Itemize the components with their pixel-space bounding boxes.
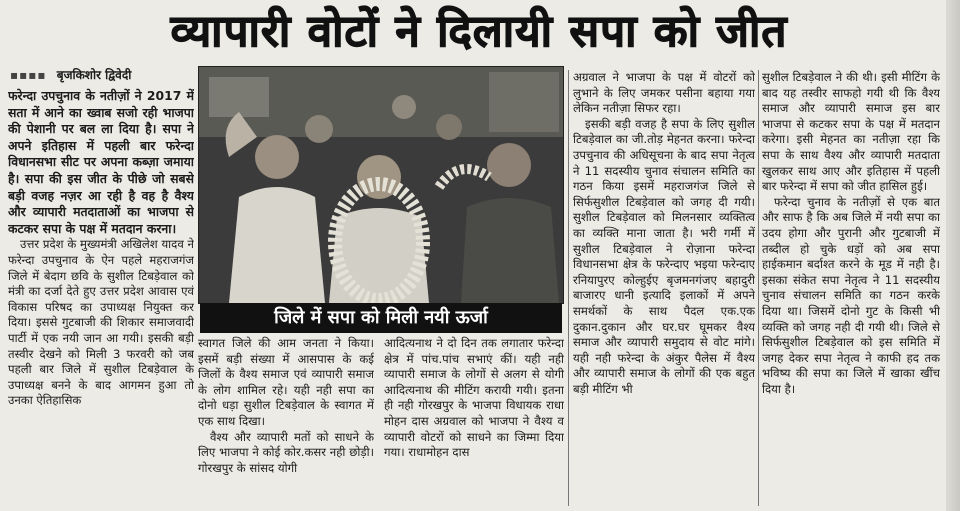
byline bbox=[10, 66, 131, 84]
byline-author: बृजकिशोर द्विवेदी bbox=[56, 68, 132, 82]
column-1 bbox=[8, 88, 194, 506]
body-paragraph: इसकी बड़ी वजह है सपा के लिए सुशील टिबड़ेवाल का जी.तोड़ मेहनत करना। फरेन्दा उपचुनाव की अधिसूचना के बाद सपा नेतृत्व ने 11 सदस्यीय चुनाव संचालन समिति का गठन किया इसमें महराजगंज जिले से सिर्फसुशील टिबड़ेवाल को जगह दी गयी। सुशील टिबड़ेवाल को मिलनसार व्यक्तित्व का व्यक्ति माना जाता है। भरी गर्मी में सुशील टिबड़ेवाल ने रोज़ाना फरेन्दा विधानसभा क्षेत्र के फरेन्दाए भइया फरेन्दाए रनियापुरए कोल्हुईए बृजमनगंजए बहादुरी बाजारए धानी इत्यादि इलाकों में अपने समर्थकों के साथ पैदल एक.एक दुकान.दुकान और घर.घर घूमकर वैश्य समाज और व्यापारी समुदाय से वोट मांगे। यही नही फरेन्दा के अंकुर पैलेस में वैश्य और व्यापारी समाज के लोगों की एक बहुत बड़ी मीटिंग भी bbox=[573, 116, 755, 396]
column-3 bbox=[384, 336, 564, 506]
headline: व्यापारी वोटों ने दिलायी सपा को जीत bbox=[170, 6, 788, 57]
column-5 bbox=[762, 70, 940, 506]
column-divider bbox=[758, 70, 759, 506]
body-paragraph: स्वागत जिले की आम जनता ने किया। इसमें बड़ी संख्या में आसपास के कई जिलों के वैश्य समाज एवं व्यापारी समाज के लोग शामिल रहे। यही नही सपा का दोनो धड़ा सुशील टिबड़ेवाल के स्वागत में एक साथ दिखा। bbox=[198, 336, 374, 428]
body-paragraph: फरेन्दा चुनाव के नतीज़ों से एक बात और साफ है कि अब जिले में नयी सपा का उदय होगा और पुरानी और गुटबाजी में तब्दील हो चुके धड़ों को अब सपा हाईकमान बर्दाश्त करने के मूड में नही है। इसका संकेत सपा नेतृत्व ने 11 सदस्यीय चुनाव संचालन समिति का गठन करके दिया था। जिसमें दोनो गुट के किसी भी व्यक्ति को जगह नही दी गयी थी। जिले से सिर्फसुशील टिबड़ेवाल को इस समिति में जगह देकर सपा नेतृत्व ने काफी हद तक भविष्य की सपा का जिले में खाका खींच दिया है। bbox=[762, 194, 940, 396]
body-paragraph: अग्रवाल ने भाजपा के पक्ष में वोटरों को लुभाने के लिए जमकर पसीना बहाया गया लेकिन नतीज़ा सिफर रहा। bbox=[573, 70, 755, 116]
body-paragraph: उत्तर प्रदेश के मुख्यमंत्री अखिलेश यादव ने फरेन्दा उपचुनाव के ऐन पहले महराजगंज जिले में बेदाग छवि के सुशील टिबड़ेवाल को मंत्री का दर्जा देते हुए उत्तर प्रदेश आवास एवं विकास परिषद का उपाध्यक्ष नियुक्त कर दिया। इससे गुटबाजी की शिकार समाजवादी पार्टी में एक नयी जान आ गयी। इसकी बड़ी तस्वीर देखने को मिली 3 फरवरी को जब पहली बार जिले में सुशील टिबड़ेवाल के उपाध्यक्ष बनने के बाद आगमन हुआ तो उनका ऐतिहासिक bbox=[8, 237, 194, 408]
paper-edge bbox=[946, 0, 960, 511]
column-2 bbox=[198, 336, 374, 506]
lead-paragraph: फरेन्दा उपचुनाव के नतीज़ों ने 2017 में सता में आने का ख्वाब सजो रही भाजपा की पेशानी पर बल ला दिया है। सपा ने अपने इतिहास में पहली बार फरेन्दा विधानसभा सीट पर अपना कब्ज़ा जमाया है। सपा की इस जीत के पीछे जो सबसे बड़ी वजह नज़र आ रही है वह है वैश्य और व्यापारी मतदाताओं का भाजपा से कटकर सपा के पक्ष में मतदान करना। bbox=[8, 88, 194, 236]
news-photo bbox=[198, 66, 564, 304]
column-divider bbox=[568, 70, 569, 506]
subheadline: जिले में सपा को मिली नयी ऊर्जा bbox=[200, 303, 562, 333]
photo-illustration bbox=[199, 67, 563, 303]
column-4 bbox=[573, 70, 755, 506]
body-paragraph: सुशील टिबड़ेवाल ने की थी। इसी मीटिंग के बाद यह तस्वीर साफहो गयी थी कि वैश्य समाज और व्यापारी समाज इस बार भाजपा से कटकर सपा के पक्ष में मतदान करेगा। इसी मेहनत का नतीज़ा रहा कि सपा के साथ वैश्य और व्यापारी मतदाता खुलकर साथ आए और इतिहास में पहली बार फरेन्दा में सपा को जीत हासिल हुई। bbox=[762, 70, 940, 194]
byline-marker-icon: ▪▪▪▪ bbox=[10, 68, 47, 82]
body-paragraph: आदित्यनाथ ने दो दिन तक लगातार फरेन्दा क्षेत्र में पांच.पांच सभाएं कीं। यही नही व्यापारी समाज के लोगों से अलग से योगी आदित्यनाथ की मीटिंग करायी गयी। इतना ही नही गोरखपुर के भाजपा विधायक राधा मोहन दास अग्रवाल को भाजपा ने वैश्य व व्यापारी वोटरों को साधने का जिम्मा दिया गया। राधामोहन दास bbox=[384, 336, 564, 460]
body-paragraph: वैश्य और व्यापारी मतों को साधने के लिए भाजपा ने कोई कोर.कसर नही छोड़ी। गोरखपुर के सांसद योगी bbox=[198, 429, 374, 475]
